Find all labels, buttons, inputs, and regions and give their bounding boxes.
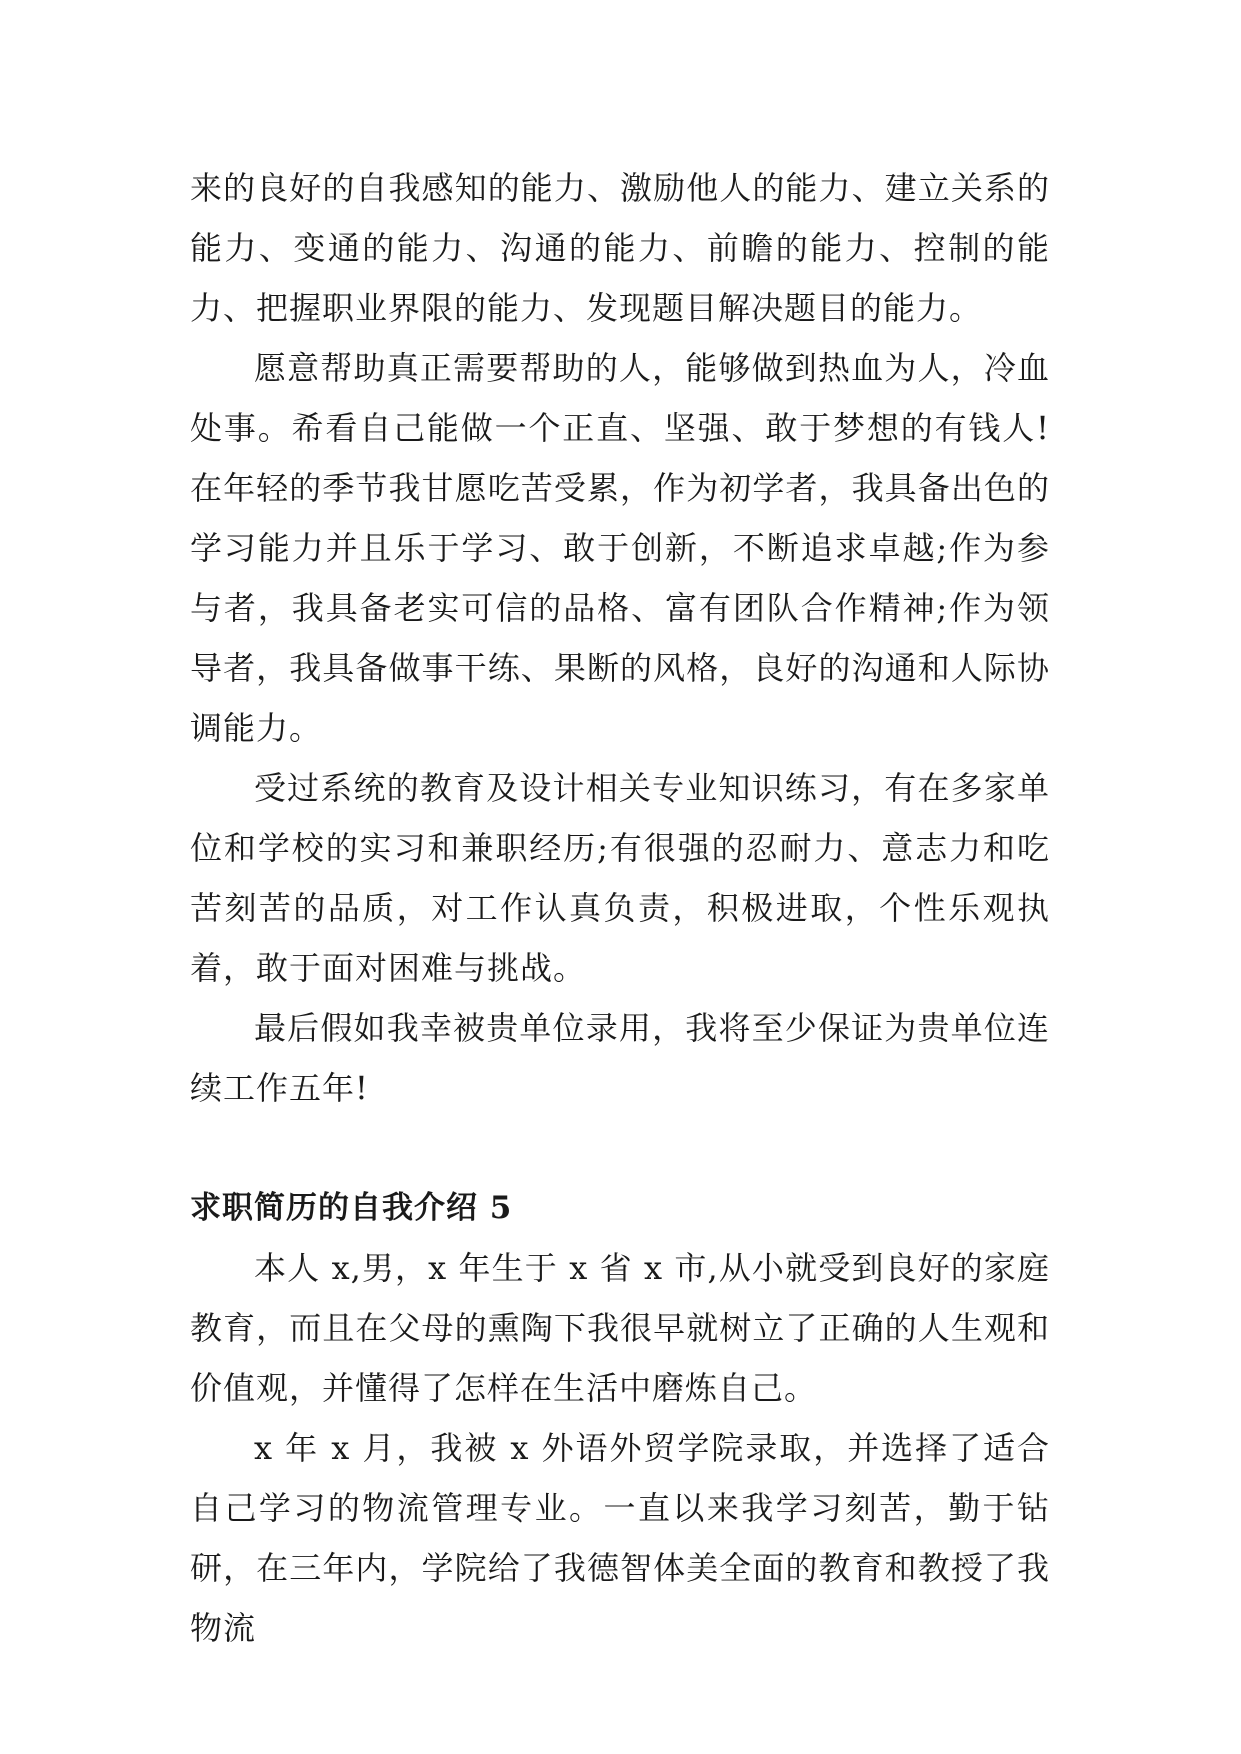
document-body [190,158,1050,1658]
section-heading: 求职简历的自我介绍 5 [190,1190,513,1226]
paragraph-college: x 年 x 月，我被 x 外语外贸学院录取，并选择了适合自己学习的物流管理专业。一直以来我学习刻苦，勤于钻研，在三年内，学院给了我德智体美全面的教育和教授了我物流 [190,1429,1050,1647]
paragraph-background: 本人 x,男，x 年生于 x 省 x 市,从小就受到良好的家庭教育，而且在父母的熏陶下我很早就树立了正确的人生观和价值观，并懂得了怎样在生活中磨炼自己。 [190,1249,1050,1407]
paragraph-education-experience: 受过系统的教育及设计相关专业知识练习，有在多家单位和学校的实习和兼职经历;有很强的忍耐力、意志力和吃苦刻苦的品质，对工作认真负责，积极进取，个性乐观执着，敢于面对困难与挑战。 [190,769,1050,987]
paragraph-commitment: 最后假如我幸被贵单位录用，我将至少保证为贵单位连续工作五年! [190,1009,1050,1107]
paragraph-continued: 来的良好的自我感知的能力、激励他人的能力、建立关系的能力、变通的能力、沟通的能力、前瞻的能力、控制的能力、把握职业界限的能力、发现题目解决题目的能力。 [190,169,1050,327]
paragraph-helping-others: 愿意帮助真正需要帮助的人，能够做到热血为人，冷血处事。希看自己能做一个正直、坚强、敢于梦想的有钱人!在年轻的季节我甘愿吃苦受累，作为初学者，我具备出色的学习能力并且乐于学习、敢于创新，不断追求卓越;作为参与者，我具备老实可信的品格、富有团队合作精神;作为领导者，我具备做事干练、果断的风格，良好的沟通和人际协调能力。 [190,349,1050,747]
